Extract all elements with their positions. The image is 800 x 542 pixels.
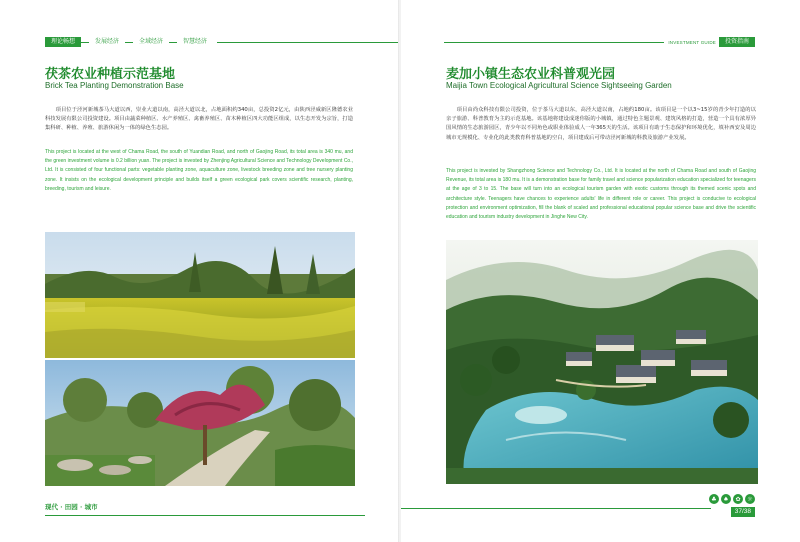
nav-item-2[interactable]: 发展经济 xyxy=(95,38,120,45)
nav-separator xyxy=(81,42,89,43)
nav-rule xyxy=(217,42,427,43)
nav-item-4[interactable]: 智慧经济 xyxy=(183,38,208,45)
right-body-cn: 项目由尚众科技有限公司投资，位于茶马大道以东，高泾大道以南，占地约180亩。该项目是一个以3~15岁的青少年打造的以亲子旅游、科普教育为主的示范基地。该基地将建设成迷你版的小城镇，通过特色主题景观、建筑风格的打造，营造一个具有浓厚异国风情的生态旅游园区，青少年以不同角色或职业体验成人一年365天的生活。该项目有助于生态保护和环境优化，填补西安及周边城市无规模化、专业化的此类教育科普基地的空白，项目建成后可带动泾河新城的科教及旅游产业发展。 xyxy=(446,107,756,141)
nav-separator xyxy=(169,42,177,43)
right-footer-rule xyxy=(401,508,711,509)
left-top-nav xyxy=(45,37,427,47)
left-body-en: This project is located at the west of Chama Road, the south of Yuandian Road, and north of Gaojing Road, its total area is 340 mu, and the green investment volume is 0.2 billion yuan. The project is invested by Zhenjing Agricultural Science and Technology Development Co., Ltd. It is consisted of four functional parts: vegetable planting zone, aquaculture zone, livestock breeding zone and tree nursery planting zone. It insists on the ecological development principle and builds itself a green ecological park covers scientific research, planting, breeding, tourism and leisure. xyxy=(45,149,353,192)
right-title-en: Maijia Town Ecological Agricultural Science Sightseeing Garden xyxy=(446,81,672,90)
footer-slogan: 现代 · 田园 · 城市 xyxy=(45,503,98,511)
left-title-cn: 茯茶农业种植示范基地 xyxy=(45,67,176,82)
rapeseed-field-photo xyxy=(45,232,355,358)
tree-icon: ♠ xyxy=(721,494,731,504)
right-body-en: This project is invested by Shangzhong Science and Technology Co., Ltd. It is located at the north of Chama Road and south of Gaojing Revenue, its total area is 180 mu. It is a demonstration base for family travel and science popularization education specialized for teenagers at the age of 3 to 15. The base will turn into an ecological tourism garden with exotic customs through its themed scenic spots and architecture style. Teenagers have chances to experience adults' life in different role or career. This project is conducive to ecological protection and environment optimization, fill the blank of scaled and professional educational popular science base and drive the scientific education and tourism industry development in Jinghe New City. xyxy=(446,168,756,221)
footer-rule xyxy=(45,515,365,516)
sun-icon: ☼ xyxy=(745,494,755,504)
nav-item-1[interactable]: 理论畅想 xyxy=(45,37,81,47)
aerial-rendering-photo xyxy=(446,240,758,484)
right-top-nav xyxy=(444,37,755,47)
footer-icon-group xyxy=(709,494,755,504)
left-footer xyxy=(45,502,98,511)
nav-item-3[interactable]: 全域经济 xyxy=(139,38,164,45)
garden-path-photo xyxy=(45,360,355,486)
nav-english-label: INVESTMENT GUIDE xyxy=(668,39,716,45)
right-footer xyxy=(709,494,755,517)
nav-separator xyxy=(125,42,133,43)
right-page xyxy=(401,0,800,542)
left-title-en: Brick Tea Planting Demonstration Base xyxy=(45,81,184,90)
right-title-cn: 麦加小镇生态农业科普观光园 xyxy=(446,67,616,82)
left-body-cn: 项目位于泾河新城茶马大道以西，崇业大道以南，高泾大道以北，占地面积约340亩，总投资2亿元，由陕西泾威新区隆德农业科技发展有限公司投资建设。项目由蔬菜种植区、水产养殖区、禽畜养殖区、苗木种植区四大功能区组成，以生态开发为宗旨，打造集科研、种植、养殖、旅游休闲为一体的绿色生态园。 xyxy=(45,107,353,132)
flower-icon: ✿ xyxy=(733,494,743,504)
left-page xyxy=(0,0,399,542)
leaf-icon: ♣ xyxy=(709,494,719,504)
nav-item-investment-guide[interactable]: 投资指南 xyxy=(719,37,755,47)
nav-rule xyxy=(444,42,664,43)
page-number: 37/38 xyxy=(731,507,755,517)
